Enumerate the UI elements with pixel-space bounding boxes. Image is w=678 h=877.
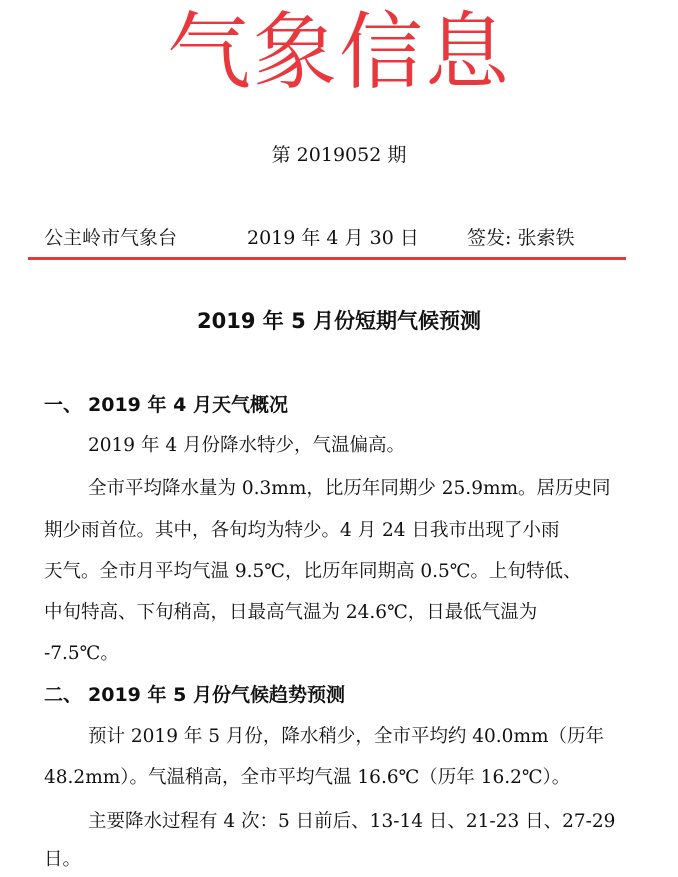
section-2-number: 二、 (44, 684, 83, 706)
paragraph-line: 期少雨首位。其中，各旬均为特少。4 月 24 日我市出现了小雨 (44, 520, 560, 541)
paragraph-line: 主要降水过程有 4 次：5 日前后、13-14 日、21-23 日、27-29 (88, 811, 616, 832)
paragraph-line: 天气。全市月平均气温 9.5℃，比历年同期高 0.5℃。上旬特低、 (44, 561, 582, 582)
paragraph-line: 2019 年 4 月份降水特少，气温偏高。 (88, 435, 405, 456)
masthead-title: 气象信息 (166, 3, 511, 101)
paragraph-line: 中旬特高、下旬稍高，日最高气温为 24.6℃，日最低气温为 (44, 602, 538, 623)
paragraph-line: 48.2mm）。气温稍高，全市平均气温 16.6℃（历年 16.2℃）。 (44, 767, 571, 788)
section-1-heading (44, 391, 288, 419)
section-2-title: 2019 年 5 月份气候趋势预测 (88, 684, 345, 706)
paragraph-line: 预计 2019 年 5 月份，降水稍少，全市平均约 40.0mm（历年 (88, 726, 605, 747)
document-title: 2019 年 5 月份短期气候预测 (197, 309, 481, 333)
paragraph-line: 全市平均降水量为 0.3mm，比历年同期少 25.9mm。居历史同 (88, 478, 611, 499)
section-1-number: 一、 (44, 394, 83, 416)
issuing-organization: 公主岭市气象台 (44, 227, 178, 249)
paragraph-line: 日。 (44, 849, 82, 870)
issue-number: 第 2019052 期 (271, 144, 407, 166)
red-divider (28, 257, 626, 260)
section-2-heading (44, 681, 345, 709)
section-1-title: 2019 年 4 月天气概况 (88, 394, 288, 416)
paragraph-line: -7.5℃。 (44, 643, 119, 664)
issue-date: 2019 年 4 月 30 日 (247, 227, 419, 249)
signed-by: 签发: 张索铁 (467, 227, 575, 249)
